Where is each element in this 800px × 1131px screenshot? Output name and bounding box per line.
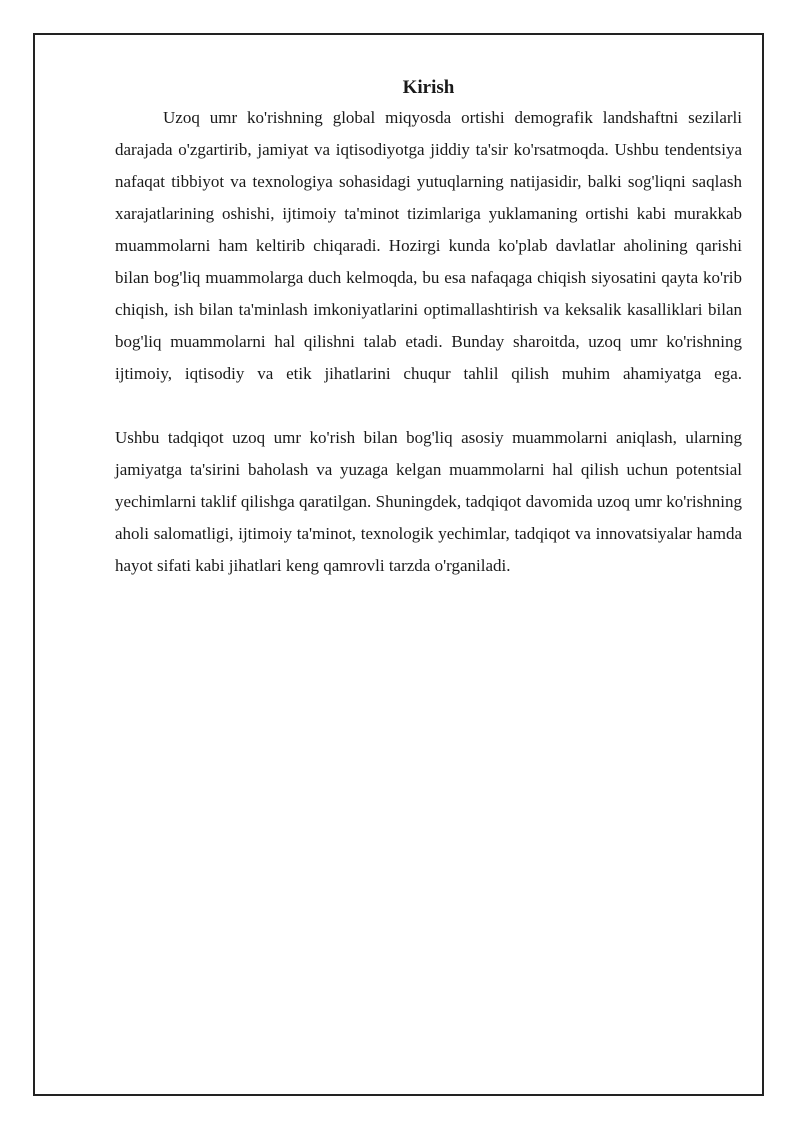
section-title: Kirish [402, 77, 455, 98]
paragraph-aims: Ushbu tadqiqot uzoq umr ko'rish bilan bog'liq asosiy muammolarni aniqlash, ularning jamiyatga ta'sirini baholash va yuzaga kelgan muammolarni hal qilish uchun potentsial yechimlarni taklif qilishga qaratilgan. Shuningdek, tadqiqot davomida uzoq umr ko'rishning aholi salomatligi, ijtimoiy ta'minot, texnologik yechimlar, tadqiqot va innovatsiyalar hamda hayot sifati kabi jihatlari keng qamrovli tarzda o'rganiladi. [115, 428, 742, 575]
paragraph-intro: Uzoq umr ko'rishning global miqyosda ortishi demografik landshaftni sezilarli darajada o'zgartirib, jamiyat va iqtisodiyotga jiddiy ta'sir ko'rsatmoqda. Ushbu tendentsiya nafaqat tibbiyot va texnologiya sohasidagi yutuqlarning natijasidir, balki sog'liqni saqlash xarajatlarining oshishi, ijtimoiy ta'minot tizimlariga yuklamaning ortishi kabi murakkab muammolarni ham keltirib chiqaradi. Hozirgi kunda ko'plab davlatlar aholining qarishi bilan bog'liq muammolarga duch kelmoqda, bu esa nafaqaga chiqish siyosatini qayta ko'rib chiqish, ish bilan ta'minlash imkoniyatlarini optimallashtirish va keksalik kasalliklari bilan bog'liq muammolarni hal qilishni talab etadi. Bunday sharoitda, uzoq umr ko'rishning ijtimoiy, iqtisodiy va etik jihatlarini chuqur tahlil qilish muhim ahamiyatga ega. [115, 108, 742, 383]
document-body [115, 76, 742, 582]
